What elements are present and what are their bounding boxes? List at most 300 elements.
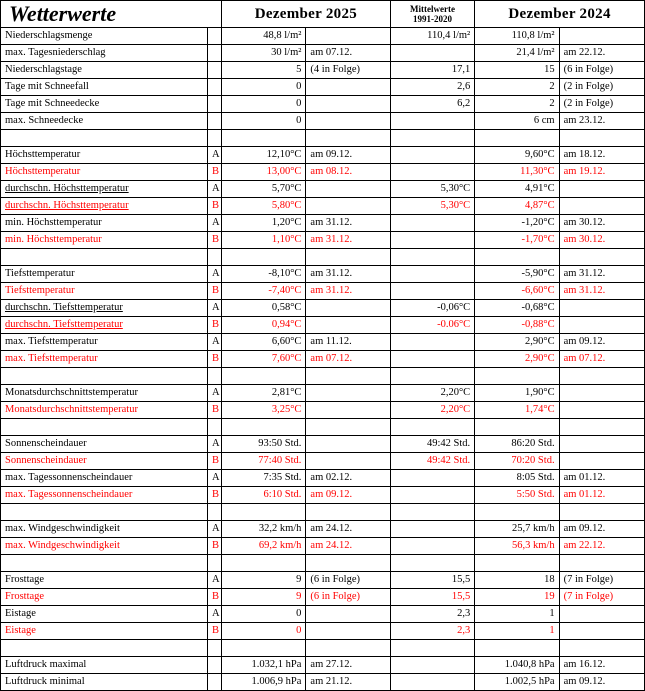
row-series-letter: B bbox=[207, 623, 221, 640]
spacer-cell bbox=[475, 640, 559, 657]
note-current-month: am 24.12. bbox=[306, 521, 390, 538]
note-previous-month bbox=[559, 402, 644, 419]
table-row bbox=[1, 283, 645, 300]
table-row bbox=[1, 28, 645, 45]
note-current-month: am 24.12. bbox=[306, 538, 390, 555]
row-label: Luftdruck minimal bbox=[1, 674, 208, 691]
note-previous-month: (7 in Folge) bbox=[559, 589, 644, 606]
table-row bbox=[1, 538, 645, 555]
note-current-month bbox=[306, 317, 390, 334]
note-previous-month bbox=[559, 623, 644, 640]
note-current-month: (6 in Folge) bbox=[306, 572, 390, 589]
value-mean-period bbox=[390, 674, 474, 691]
spacer-cell bbox=[475, 555, 559, 572]
note-previous-month bbox=[559, 453, 644, 470]
value-current-month: 1,10°C bbox=[222, 232, 306, 249]
note-current-month: am 31.12. bbox=[306, 215, 390, 232]
note-previous-month: am 01.12. bbox=[559, 470, 644, 487]
note-current-month bbox=[306, 79, 390, 96]
row-series-letter: B bbox=[207, 164, 221, 181]
spacer-cell bbox=[559, 419, 644, 436]
spacer-cell bbox=[207, 130, 221, 147]
spacer-cell bbox=[1, 130, 208, 147]
table-spacer-row bbox=[1, 504, 645, 521]
row-series-letter bbox=[207, 62, 221, 79]
table-row bbox=[1, 623, 645, 640]
spacer-cell bbox=[306, 130, 390, 147]
row-label: Niederschlagsmenge bbox=[1, 28, 208, 45]
value-previous-month: -1,70°C bbox=[475, 232, 559, 249]
row-series-letter: B bbox=[207, 487, 221, 504]
table-row bbox=[1, 147, 645, 164]
note-current-month: am 02.12. bbox=[306, 470, 390, 487]
row-series-letter: B bbox=[207, 402, 221, 419]
spacer-cell bbox=[1, 249, 208, 266]
value-current-month: 77:40 Std. bbox=[222, 453, 306, 470]
value-previous-month: -1,20°C bbox=[475, 215, 559, 232]
table-row bbox=[1, 45, 645, 62]
note-current-month bbox=[306, 623, 390, 640]
spacer-cell bbox=[222, 555, 306, 572]
table-row bbox=[1, 334, 645, 351]
value-current-month: 9 bbox=[222, 589, 306, 606]
value-previous-month: 1 bbox=[475, 623, 559, 640]
row-label: max. Tiefsttemperatur bbox=[1, 334, 208, 351]
row-series-letter bbox=[207, 96, 221, 113]
note-previous-month: am 30.12. bbox=[559, 215, 644, 232]
value-previous-month: 2,90°C bbox=[475, 351, 559, 368]
note-current-month: (6 in Folge) bbox=[306, 589, 390, 606]
row-label: max. Windgeschwindigkeit bbox=[1, 521, 208, 538]
value-current-month: 30 l/m² bbox=[222, 45, 306, 62]
value-current-month: 0,94°C bbox=[222, 317, 306, 334]
value-mean-period: -0.06°C bbox=[390, 317, 474, 334]
value-mean-period: 2,3 bbox=[390, 606, 474, 623]
note-current-month: am 07.12. bbox=[306, 45, 390, 62]
page-title: Wetterwerte bbox=[1, 1, 222, 28]
value-previous-month: 25,7 km/h bbox=[475, 521, 559, 538]
value-mean-period: 49:42 Std. bbox=[390, 453, 474, 470]
row-series-letter bbox=[207, 28, 221, 45]
value-current-month: 0 bbox=[222, 623, 306, 640]
value-current-month: 69,2 km/h bbox=[222, 538, 306, 555]
table-row bbox=[1, 198, 645, 215]
row-label: Monatsdurchschnittstemperatur bbox=[1, 385, 208, 402]
value-previous-month: 9,60°C bbox=[475, 147, 559, 164]
table-row bbox=[1, 351, 645, 368]
note-current-month bbox=[306, 436, 390, 453]
value-previous-month: 2 bbox=[475, 79, 559, 96]
value-mean-period bbox=[390, 215, 474, 232]
value-mean-period bbox=[390, 45, 474, 62]
table-row bbox=[1, 266, 645, 283]
spacer-cell bbox=[207, 555, 221, 572]
spacer-cell bbox=[306, 249, 390, 266]
spacer-cell bbox=[559, 504, 644, 521]
row-label: max. Tiefsttemperatur bbox=[1, 351, 208, 368]
row-label: Tage mit Schneefall bbox=[1, 79, 208, 96]
value-current-month: 0 bbox=[222, 113, 306, 130]
value-previous-month: 1.040,8 hPa bbox=[475, 657, 559, 674]
value-previous-month: 1,90°C bbox=[475, 385, 559, 402]
value-mean-period bbox=[390, 164, 474, 181]
table-spacer-row bbox=[1, 640, 645, 657]
note-current-month: am 07.12. bbox=[306, 351, 390, 368]
table-spacer-row bbox=[1, 130, 645, 147]
note-previous-month: am 31.12. bbox=[559, 266, 644, 283]
table-row bbox=[1, 232, 645, 249]
table-body bbox=[1, 28, 645, 691]
header-mean-line1: Mittelwerte bbox=[410, 3, 455, 14]
spacer-cell bbox=[1, 368, 208, 385]
value-previous-month: 4,87°C bbox=[475, 198, 559, 215]
value-mean-period bbox=[390, 283, 474, 300]
note-previous-month: am 31.12. bbox=[559, 283, 644, 300]
spacer-cell bbox=[390, 555, 474, 572]
note-previous-month bbox=[559, 300, 644, 317]
value-previous-month: 8:05 Std. bbox=[475, 470, 559, 487]
spacer-cell bbox=[390, 640, 474, 657]
note-current-month: am 11.12. bbox=[306, 334, 390, 351]
value-previous-month: 70:20 Std. bbox=[475, 453, 559, 470]
row-label: Frosttage bbox=[1, 572, 208, 589]
value-current-month: -8,10°C bbox=[222, 266, 306, 283]
value-previous-month: 2,90°C bbox=[475, 334, 559, 351]
note-current-month bbox=[306, 402, 390, 419]
table-spacer-row bbox=[1, 368, 645, 385]
row-label: durchschn. Tiefsttemperatur bbox=[1, 300, 208, 317]
table-row bbox=[1, 385, 645, 402]
note-previous-month: am 18.12. bbox=[559, 147, 644, 164]
value-current-month: 7:35 Std. bbox=[222, 470, 306, 487]
note-previous-month: am 09.12. bbox=[559, 334, 644, 351]
row-label: Höchsttemperatur bbox=[1, 147, 208, 164]
value-mean-period bbox=[390, 470, 474, 487]
row-series-letter: A bbox=[207, 334, 221, 351]
table-row bbox=[1, 572, 645, 589]
spacer-cell bbox=[559, 640, 644, 657]
note-current-month bbox=[306, 113, 390, 130]
spacer-cell bbox=[222, 249, 306, 266]
spacer-cell bbox=[306, 640, 390, 657]
table-row bbox=[1, 300, 645, 317]
table-header-row bbox=[1, 1, 645, 28]
row-series-letter bbox=[207, 674, 221, 691]
table-row bbox=[1, 453, 645, 470]
note-current-month bbox=[306, 198, 390, 215]
value-previous-month: 15 bbox=[475, 62, 559, 79]
value-previous-month: 11,30°C bbox=[475, 164, 559, 181]
value-previous-month: 5:50 Std. bbox=[475, 487, 559, 504]
value-current-month: -7,40°C bbox=[222, 283, 306, 300]
value-mean-period: 2,20°C bbox=[390, 402, 474, 419]
note-current-month: (4 in Folge) bbox=[306, 62, 390, 79]
value-mean-period: -0,06°C bbox=[390, 300, 474, 317]
note-previous-month: (7 in Folge) bbox=[559, 572, 644, 589]
row-series-letter bbox=[207, 657, 221, 674]
spacer-cell bbox=[306, 419, 390, 436]
spacer-cell bbox=[222, 130, 306, 147]
row-label: Frosttage bbox=[1, 589, 208, 606]
note-previous-month: am 09.12. bbox=[559, 521, 644, 538]
header-current-month: Dezember 2025 bbox=[222, 1, 391, 28]
row-label: max. Schneedecke bbox=[1, 113, 208, 130]
row-label: Eistage bbox=[1, 606, 208, 623]
value-current-month: 5,80°C bbox=[222, 198, 306, 215]
note-previous-month: am 22.12. bbox=[559, 45, 644, 62]
row-series-letter: B bbox=[207, 538, 221, 555]
note-previous-month: am 23.12. bbox=[559, 113, 644, 130]
spacer-cell bbox=[222, 640, 306, 657]
value-current-month: 1,20°C bbox=[222, 215, 306, 232]
row-series-letter: B bbox=[207, 351, 221, 368]
note-current-month: am 27.12. bbox=[306, 657, 390, 674]
row-label: Sonnenscheindauer bbox=[1, 436, 208, 453]
row-series-letter: A bbox=[207, 147, 221, 164]
value-previous-month: 19 bbox=[475, 589, 559, 606]
table-spacer-row bbox=[1, 419, 645, 436]
value-mean-period bbox=[390, 147, 474, 164]
value-previous-month: 2 bbox=[475, 96, 559, 113]
note-previous-month: am 07.12. bbox=[559, 351, 644, 368]
row-series-letter: A bbox=[207, 436, 221, 453]
table-row bbox=[1, 521, 645, 538]
note-previous-month: am 01.12. bbox=[559, 487, 644, 504]
value-current-month: 3,25°C bbox=[222, 402, 306, 419]
row-label: Tiefsttemperatur bbox=[1, 266, 208, 283]
value-mean-period bbox=[390, 521, 474, 538]
value-previous-month: -0,88°C bbox=[475, 317, 559, 334]
value-mean-period: 2,6 bbox=[390, 79, 474, 96]
spacer-cell bbox=[207, 249, 221, 266]
spacer-cell bbox=[306, 368, 390, 385]
table-row bbox=[1, 436, 645, 453]
value-mean-period bbox=[390, 538, 474, 555]
value-mean-period bbox=[390, 113, 474, 130]
spacer-cell bbox=[390, 504, 474, 521]
row-label: max. Tagessonnenscheindauer bbox=[1, 487, 208, 504]
row-label: Luftdruck maximal bbox=[1, 657, 208, 674]
note-current-month bbox=[306, 385, 390, 402]
value-current-month: 0 bbox=[222, 606, 306, 623]
note-previous-month bbox=[559, 198, 644, 215]
value-previous-month: 6 cm bbox=[475, 113, 559, 130]
value-current-month: 0,58°C bbox=[222, 300, 306, 317]
spacer-cell bbox=[1, 504, 208, 521]
value-previous-month: 86:20 Std. bbox=[475, 436, 559, 453]
table-row bbox=[1, 164, 645, 181]
value-current-month: 5 bbox=[222, 62, 306, 79]
value-previous-month: -0,68°C bbox=[475, 300, 559, 317]
value-mean-period: 15,5 bbox=[390, 572, 474, 589]
value-current-month: 1.032,1 hPa bbox=[222, 657, 306, 674]
value-current-month: 6:10 Std. bbox=[222, 487, 306, 504]
row-label: Eistage bbox=[1, 623, 208, 640]
row-label: Monatsdurchschnittstemperatur bbox=[1, 402, 208, 419]
value-mean-period bbox=[390, 351, 474, 368]
note-current-month: am 31.12. bbox=[306, 266, 390, 283]
row-series-letter: A bbox=[207, 572, 221, 589]
row-series-letter: B bbox=[207, 453, 221, 470]
note-previous-month: am 22.12. bbox=[559, 538, 644, 555]
value-current-month: 5,70°C bbox=[222, 181, 306, 198]
note-previous-month bbox=[559, 606, 644, 623]
note-previous-month: am 09.12. bbox=[559, 674, 644, 691]
value-mean-period: 15,5 bbox=[390, 589, 474, 606]
row-series-letter: A bbox=[207, 181, 221, 198]
spacer-cell bbox=[390, 130, 474, 147]
spacer-cell bbox=[222, 368, 306, 385]
row-series-letter: A bbox=[207, 266, 221, 283]
value-mean-period: 2,20°C bbox=[390, 385, 474, 402]
row-label: Sonnenscheindauer bbox=[1, 453, 208, 470]
spacer-cell bbox=[559, 368, 644, 385]
value-previous-month: 18 bbox=[475, 572, 559, 589]
note-current-month bbox=[306, 606, 390, 623]
spacer-cell bbox=[306, 555, 390, 572]
row-label: Tiefsttemperatur bbox=[1, 283, 208, 300]
row-series-letter: A bbox=[207, 300, 221, 317]
note-current-month bbox=[306, 453, 390, 470]
row-label: max. Tagessonnenscheindauer bbox=[1, 470, 208, 487]
row-series-letter: B bbox=[207, 283, 221, 300]
spacer-cell bbox=[475, 419, 559, 436]
value-mean-period bbox=[390, 487, 474, 504]
table-row bbox=[1, 62, 645, 79]
row-series-letter: A bbox=[207, 470, 221, 487]
value-current-month: 9 bbox=[222, 572, 306, 589]
value-current-month: 6,60°C bbox=[222, 334, 306, 351]
note-previous-month: (6 in Folge) bbox=[559, 62, 644, 79]
table-row bbox=[1, 113, 645, 130]
value-mean-period: 110,4 l/m² bbox=[390, 28, 474, 45]
spacer-cell bbox=[222, 504, 306, 521]
note-previous-month: am 19.12. bbox=[559, 164, 644, 181]
spacer-cell bbox=[559, 249, 644, 266]
value-current-month: 13,00°C bbox=[222, 164, 306, 181]
row-label: max. Windgeschwindigkeit bbox=[1, 538, 208, 555]
note-previous-month: (2 in Folge) bbox=[559, 79, 644, 96]
spacer-cell bbox=[1, 419, 208, 436]
note-previous-month bbox=[559, 385, 644, 402]
row-series-letter: A bbox=[207, 385, 221, 402]
value-mean-period: 17,1 bbox=[390, 62, 474, 79]
spacer-cell bbox=[1, 555, 208, 572]
row-label: max. Tagesniederschlag bbox=[1, 45, 208, 62]
spacer-cell bbox=[390, 249, 474, 266]
spacer-cell bbox=[207, 640, 221, 657]
value-previous-month: 1 bbox=[475, 606, 559, 623]
spacer-cell bbox=[475, 368, 559, 385]
note-previous-month bbox=[559, 317, 644, 334]
table-row bbox=[1, 181, 645, 198]
spacer-cell bbox=[207, 504, 221, 521]
row-series-letter bbox=[207, 45, 221, 62]
row-label: Tage mit Schneedecke bbox=[1, 96, 208, 113]
note-current-month bbox=[306, 181, 390, 198]
value-current-month: 32,2 km/h bbox=[222, 521, 306, 538]
table-row bbox=[1, 487, 645, 504]
spacer-cell bbox=[222, 419, 306, 436]
row-series-letter bbox=[207, 79, 221, 96]
header-previous-month: Dezember 2024 bbox=[475, 1, 645, 28]
value-previous-month: 56,3 km/h bbox=[475, 538, 559, 555]
value-previous-month: -5,90°C bbox=[475, 266, 559, 283]
value-mean-period: 5,30°C bbox=[390, 198, 474, 215]
table-spacer-row bbox=[1, 249, 645, 266]
spacer-cell bbox=[475, 504, 559, 521]
spacer-cell bbox=[390, 368, 474, 385]
value-mean-period: 5,30°C bbox=[390, 181, 474, 198]
row-series-letter: A bbox=[207, 606, 221, 623]
row-series-letter: B bbox=[207, 198, 221, 215]
note-previous-month: am 30.12. bbox=[559, 232, 644, 249]
table-spacer-row bbox=[1, 555, 645, 572]
value-mean-period bbox=[390, 657, 474, 674]
spacer-cell bbox=[475, 130, 559, 147]
row-label: min. Höchsttemperatur bbox=[1, 232, 208, 249]
value-current-month: 0 bbox=[222, 96, 306, 113]
note-previous-month bbox=[559, 28, 644, 45]
value-current-month: 93:50 Std. bbox=[222, 436, 306, 453]
header-mean-line2: 1991-2020 bbox=[412, 14, 452, 25]
value-current-month: 0 bbox=[222, 79, 306, 96]
note-current-month: am 31.12. bbox=[306, 232, 390, 249]
note-current-month: am 31.12. bbox=[306, 283, 390, 300]
value-mean-period: 2,3 bbox=[390, 623, 474, 640]
value-mean-period bbox=[390, 334, 474, 351]
row-label: durchschn. Tiefsttemperatur bbox=[1, 317, 208, 334]
note-current-month: am 09.12. bbox=[306, 487, 390, 504]
value-current-month: 1.006,9 hPa bbox=[222, 674, 306, 691]
spacer-cell bbox=[475, 249, 559, 266]
table-row bbox=[1, 606, 645, 623]
row-series-letter: B bbox=[207, 232, 221, 249]
row-series-letter: B bbox=[207, 317, 221, 334]
value-previous-month: 1,74°C bbox=[475, 402, 559, 419]
row-label: Höchsttemperatur bbox=[1, 164, 208, 181]
row-series-letter: A bbox=[207, 215, 221, 232]
row-series-letter: A bbox=[207, 521, 221, 538]
spacer-cell bbox=[390, 419, 474, 436]
table-row bbox=[1, 79, 645, 96]
value-previous-month: -6,60°C bbox=[475, 283, 559, 300]
value-previous-month: 21,4 l/m² bbox=[475, 45, 559, 62]
spacer-cell bbox=[559, 555, 644, 572]
row-series-letter bbox=[207, 113, 221, 130]
value-mean-period bbox=[390, 232, 474, 249]
spacer-cell bbox=[207, 368, 221, 385]
table-row bbox=[1, 96, 645, 113]
note-current-month: am 09.12. bbox=[306, 147, 390, 164]
row-series-letter: B bbox=[207, 589, 221, 606]
value-mean-period: 49:42 Std. bbox=[390, 436, 474, 453]
spacer-cell bbox=[306, 504, 390, 521]
spacer-cell bbox=[559, 130, 644, 147]
note-previous-month bbox=[559, 181, 644, 198]
table-row bbox=[1, 470, 645, 487]
spacer-cell bbox=[207, 419, 221, 436]
value-previous-month: 110,8 l/m² bbox=[475, 28, 559, 45]
value-current-month: 2,81°C bbox=[222, 385, 306, 402]
value-mean-period bbox=[390, 266, 474, 283]
note-previous-month: (2 in Folge) bbox=[559, 96, 644, 113]
note-current-month: am 21.12. bbox=[306, 674, 390, 691]
row-label: min. Höchsttemperatur bbox=[1, 215, 208, 232]
table-row bbox=[1, 657, 645, 674]
value-previous-month: 4,91°C bbox=[475, 181, 559, 198]
header-mean-period bbox=[390, 1, 474, 28]
